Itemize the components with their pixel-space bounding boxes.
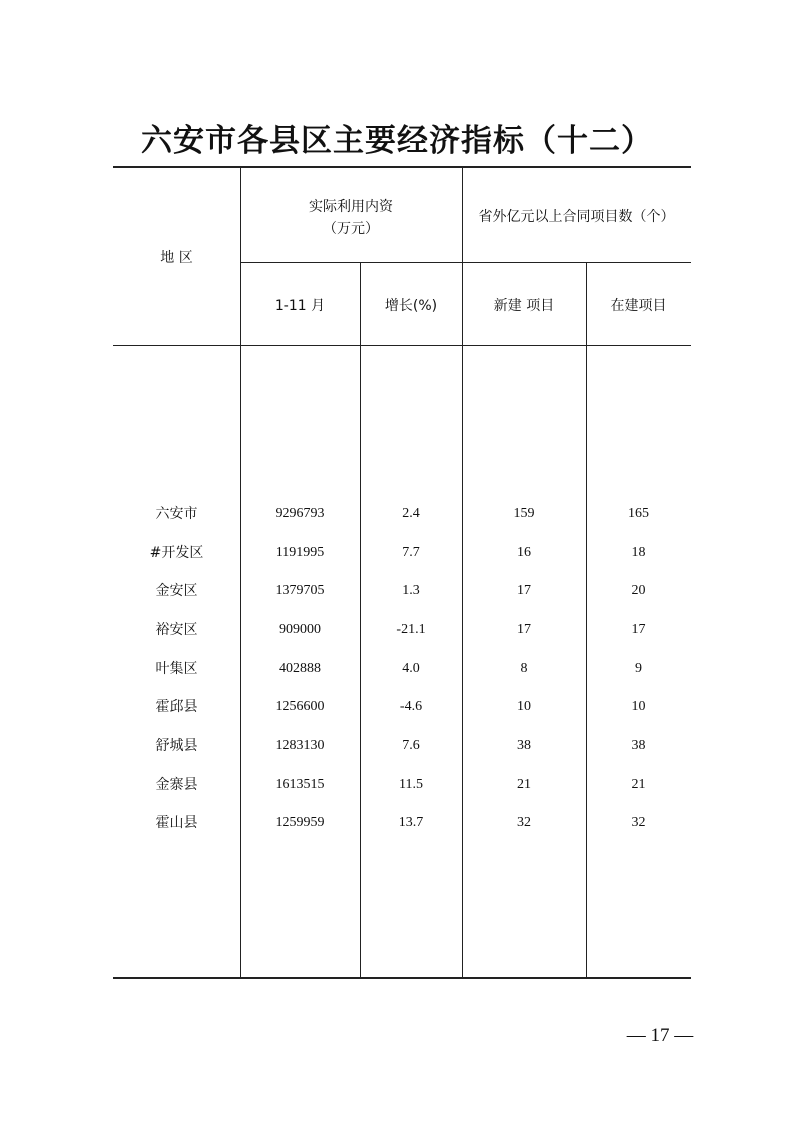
cell-region: 叶集区	[155, 661, 198, 677]
column-divider	[462, 166, 463, 978]
cell-amount: 402888	[279, 661, 321, 676]
cell-amount: 909000	[279, 622, 321, 637]
header-growth: 增长(%)	[384, 298, 438, 314]
cell-region: 霍山县	[155, 815, 198, 831]
cell-new: 38	[517, 738, 531, 753]
cell-growth: 11.5	[399, 777, 423, 792]
cell-region: 六安市	[155, 506, 198, 522]
cell-amount: 1379705	[275, 583, 325, 598]
cell-region: #开发区	[149, 545, 204, 561]
header-domestic-investment-title: 实际利用内资	[309, 199, 393, 215]
cell-new: 32	[517, 815, 531, 830]
table-bottom-rule	[113, 977, 691, 979]
cell-new: 159	[513, 506, 535, 521]
cell-ongoing: 20	[631, 583, 646, 598]
table-top-rule	[113, 166, 691, 168]
cell-growth: 13.7	[398, 815, 424, 830]
cell-new: 17	[517, 583, 531, 598]
column-divider	[240, 166, 241, 978]
cell-growth: 2.4	[402, 506, 420, 521]
cell-amount: 1256600	[275, 699, 325, 714]
cell-region: 舒城县	[155, 738, 198, 754]
cell-region: 金寨县	[155, 777, 198, 793]
header-domestic-investment-unit: （万元）	[323, 221, 379, 237]
cell-ongoing: 32	[631, 815, 646, 830]
cell-growth: 4.0	[402, 661, 420, 676]
cell-ongoing: 18	[631, 545, 646, 560]
header-mid-rule	[240, 262, 691, 263]
cell-growth: -4.6	[399, 699, 423, 714]
cell-amount: 1191995	[275, 545, 325, 560]
header-provincial-projects: 省外亿元以上合同项目数（个）	[478, 209, 675, 225]
cell-growth: 7.7	[402, 545, 420, 560]
cell-growth: 1.3	[402, 583, 420, 598]
page-number: — 17 —	[626, 1025, 694, 1046]
cell-growth: 7.6	[402, 738, 420, 753]
header-new-projects: 新建 项目	[493, 298, 555, 314]
cell-amount: 1283130	[275, 738, 325, 753]
header-domestic-investment	[240, 196, 462, 240]
cell-growth: -21.1	[396, 622, 426, 637]
header-region: 地 区	[160, 250, 193, 266]
cell-ongoing: 21	[631, 777, 646, 792]
cell-new: 10	[517, 699, 531, 714]
header-period: 1-11 月	[274, 298, 326, 314]
cell-new: 8	[520, 661, 528, 676]
cell-amount: 1259959	[275, 815, 325, 830]
cell-new: 16	[517, 545, 531, 560]
cell-region: 金安区	[155, 583, 198, 599]
page-title: 六安市各县区主要经济指标（十二）	[141, 123, 653, 159]
cell-region: 霍邱县	[155, 699, 198, 715]
cell-ongoing: 9	[635, 661, 642, 676]
cell-new: 17	[517, 622, 531, 637]
cell-amount: 1613515	[275, 777, 325, 792]
cell-new: 21	[517, 777, 531, 792]
header-bottom-rule	[113, 345, 691, 346]
cell-ongoing: 10	[631, 699, 646, 714]
cell-ongoing: 17	[631, 622, 646, 637]
header-ongoing-projects: 在建项目	[610, 298, 667, 314]
cell-ongoing: 165	[628, 506, 649, 521]
cell-region: 裕安区	[155, 622, 198, 638]
cell-ongoing: 38	[631, 738, 646, 753]
cell-amount: 9296793	[275, 506, 325, 521]
